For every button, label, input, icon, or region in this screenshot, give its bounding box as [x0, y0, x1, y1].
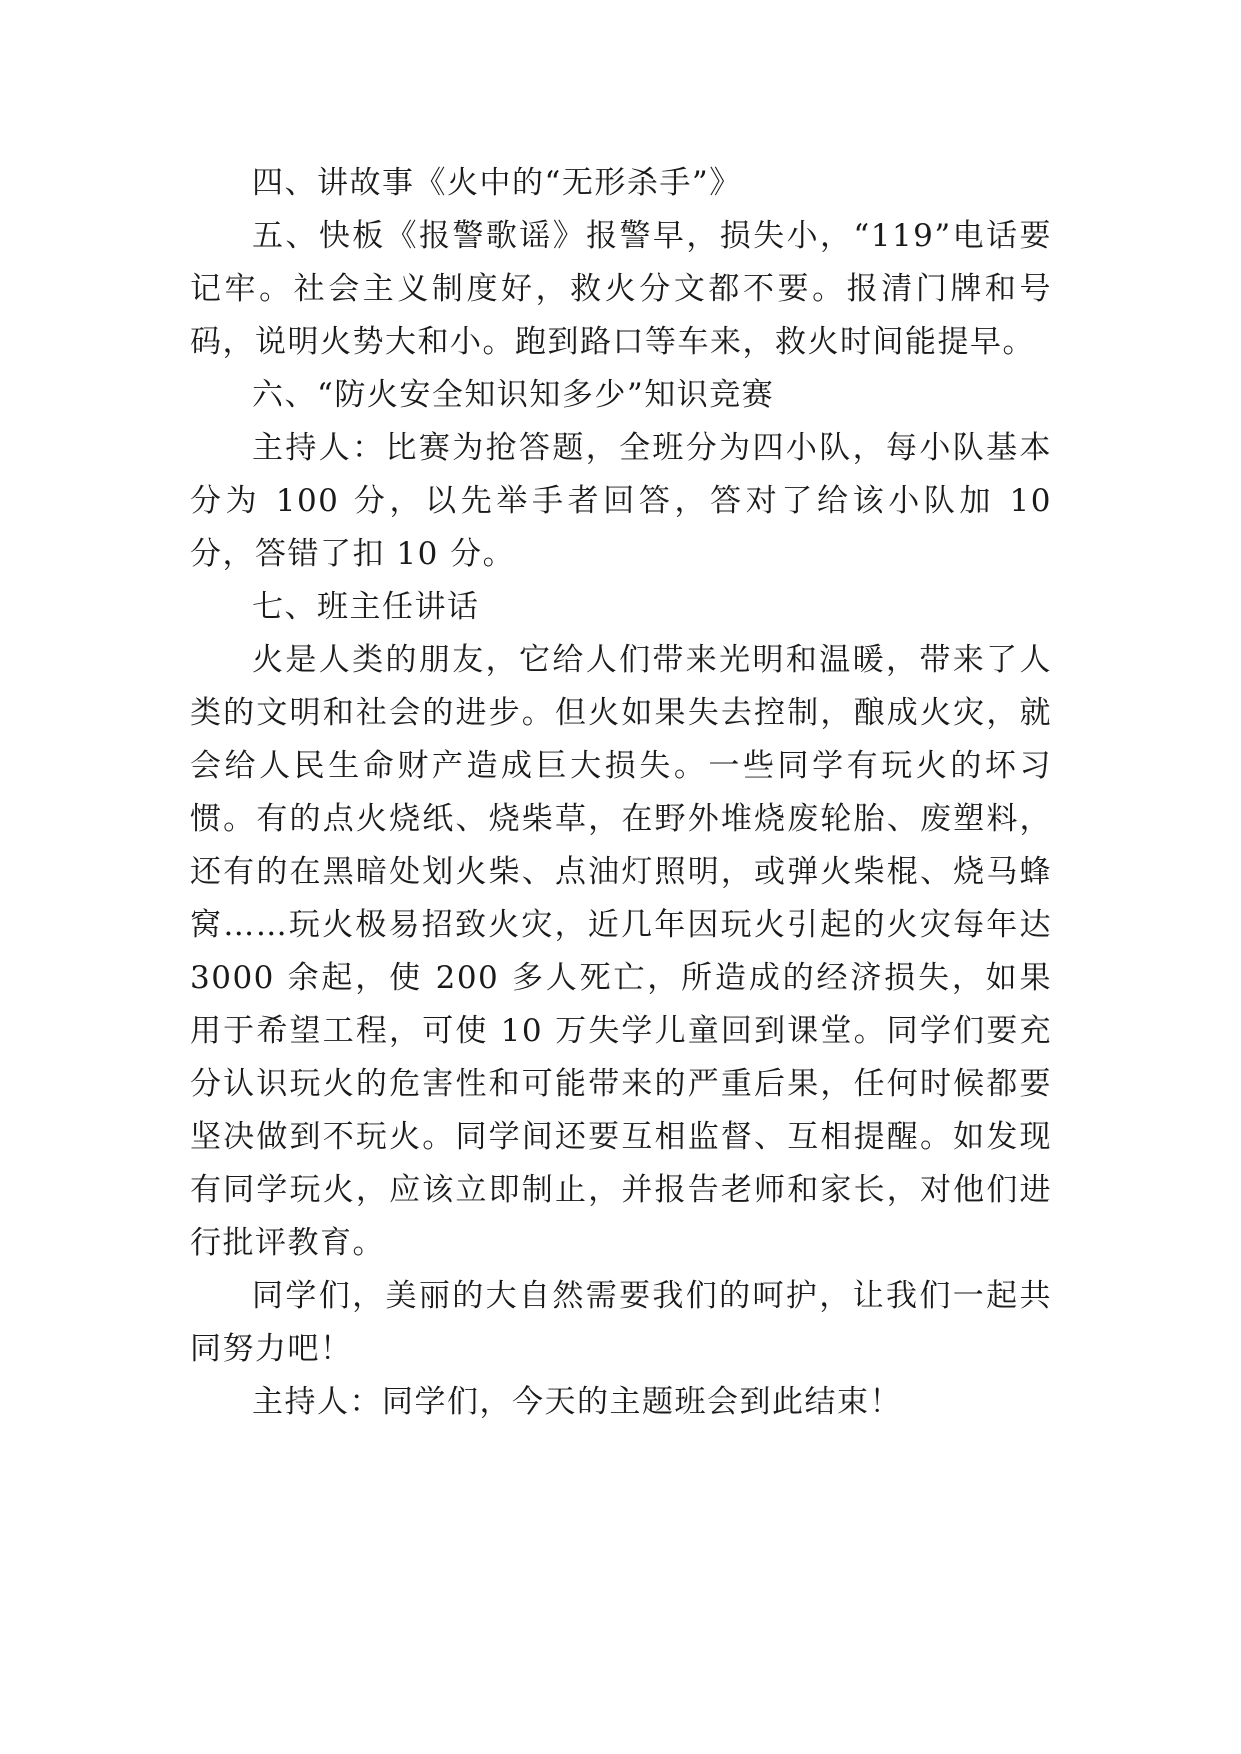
paragraph-quiz-rules: 主持人：比赛为抢答题，全班分为四小队，每小队基本分为 100 分，以先举手者回答，答对了给该小队加 10 分，答错了扣 10 分。: [190, 430, 1052, 572]
paragraph-story-heading: 四、讲故事《火中的“无形杀手”》: [252, 165, 742, 201]
paragraph-quiz-heading: 六、“防火安全知识知多少”知识竞赛: [252, 377, 775, 413]
paragraph-teacher-speech-heading: 七、班主任讲话: [252, 589, 480, 625]
paragraph-teacher-speech: 火是人类的朋友，它给人们带来光明和温暖，带来了人类的文明和社会的进步。但火如果失去控制，酿成火灾，就会给人民生命财产造成巨大损失。一些同学有玩火的坏习惯。有的点火烧纸、烧柴草，在野外堆烧废轮胎、废塑料，还有的在黑暗处划火柴、点油灯照明，或弹火柴棍、烧马蜂窝……玩火极易招致火灾，近几年因玩火引起的火灾每年达 3000 余起，使 200 多人死亡，所造成的经济损失，如果用于希望工程，可使 10 万失学儿童回到课堂。同学们要充分认识玩火的危害性和可能带来的严重后果，任何时候都要坚决做到不玩火。同学间还要互相监督、互相提醒。如发现有同学玩火，应该立即制止，并报告老师和家长，对他们进行批评教育。: [190, 642, 1052, 1261]
paragraph-host-closing: 主持人：同学们，今天的主题班会到此结束！: [252, 1384, 902, 1420]
paragraph-closing-appeal: 同学们，美丽的大自然需要我们的呵护，让我们一起共同努力吧！: [190, 1278, 1052, 1367]
paragraph-fire-alarm-ballad: 五、快板《报警歌谣》报警早，损失小，“119”电话要记牢。社会主义制度好，救火分文都不要。报清门牌和号码，说明火势大和小。跑到路口等车来，救火时间能提早。: [190, 218, 1052, 360]
document-body: [190, 157, 1052, 1429]
